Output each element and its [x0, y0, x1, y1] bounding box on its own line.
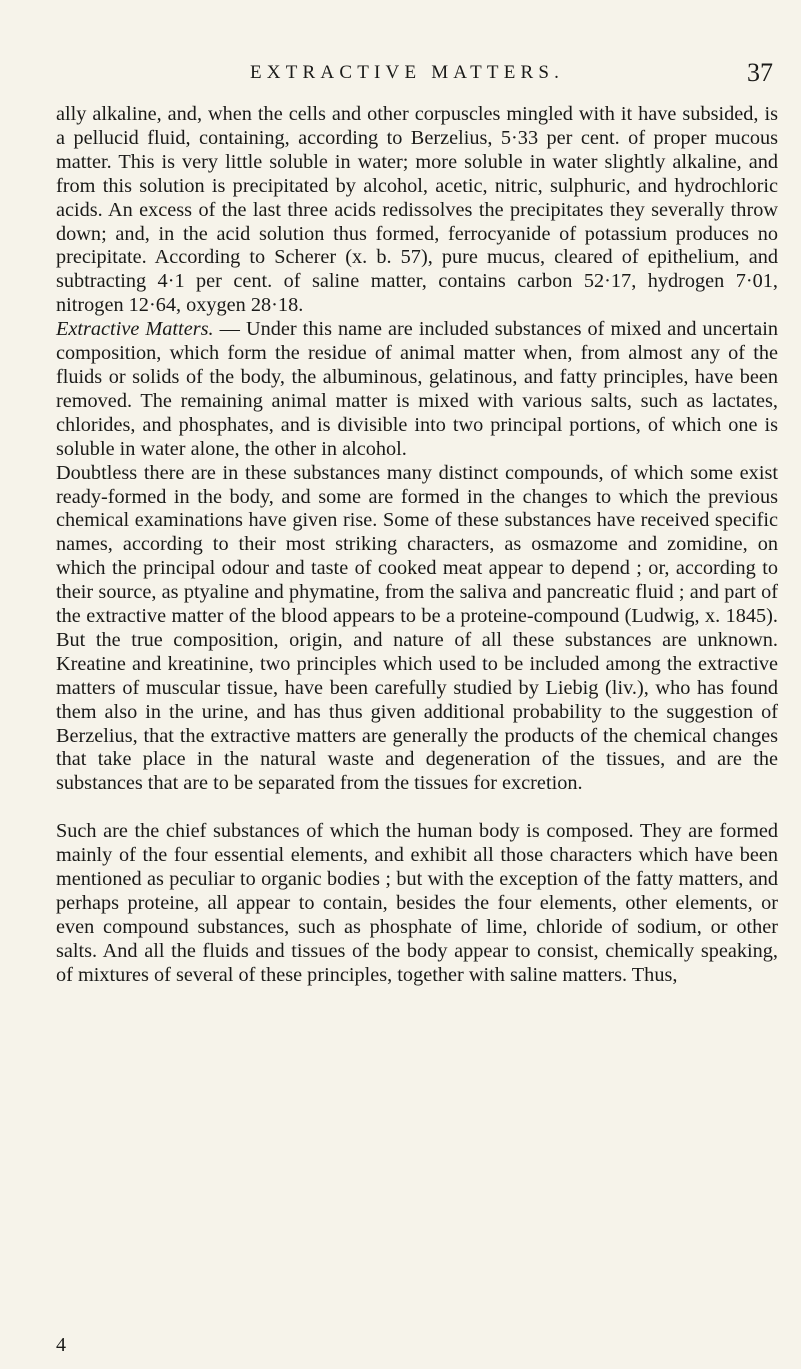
paragraph-extractive-body: — Under this name are included substances of mixed and uncertain composition, which form the residue of animal matter when, from almost any of the fluids or solids of the body, the albuminous, gelatinous, and fatty principles, have been removed. The remaining animal matter is mixed with various salts, such as lactates, chlorides, and phosphates, and is divisible into two principal portions, of which one is soluble in water alone, the other in alcohol. [56, 318, 778, 460]
paragraph-summary: Such are the chief substances of which the human body is composed. They are formed mainly of the four essential elements, and exhibit all those characters which have been mentioned as peculiar to organic bodies ; but with the exception of the fatty matters, and perhaps proteine, all appear to contain, besides the four elements, other elements, or even compound substances, such as phosphate of lime, chloride of sodium, or other salts. And all the fluids and tissues of the body appear to consist, chemically speaking, of mixtures of several of these principles, together with saline matters. Thus, [56, 820, 778, 986]
signature-mark: 4 [56, 1334, 66, 1356]
paragraph-extractive-matters [56, 318, 778, 461]
page-number: 37 [747, 58, 773, 87]
paragraph-mucus: ally alkaline, and, when the cells and other corpuscles mingled with it have subsided, is a pellucid fluid, containing, according to Berzelius, 5·33 per cent. of proper mucous matter. This is very little soluble in water; more soluble in water slightly alkaline, and from this solution is precipitated by alcohol, acetic, nitric, sulphuric, and hydrochloric acids. An excess of the last three acids redissolves the precipitates they severally throw down; and, in the acid solution thus formed, ferrocyanide of potassium produces no precipitate. According to Scherer (x. b. 57), pure mucus, cleared of epithelium, and subtracting 4·1 per cent. of saline matter, contains carbon 52·17, hydrogen 7·01, nitrogen 12·64, oxygen 28·18. [56, 103, 778, 317]
running-head [0, 58, 801, 92]
paragraph-compounds: Doubtless there are in these substances many distinct compounds, of which some exist ready-formed in the body, and some are formed in the changes to which the previous chemical examinations have given rise. Some of these substances have received specific names, according to their most striking characters, as osmazome and zomidine, on which the principal odour and taste of cooked meat appear to depend ; or, according to their source, as ptyaline and phymatine, from the saliva and pancreatic fluid ; and part of the extractive matter of the blood appears to be a proteine-compound (Ludwig, x. 1845). But the true composition, origin, and nature of all these substances are unknown. Kreatine and kreatinine, two principles which used to be included among the extractive matters of muscular tissue, have been carefully studied by Liebig (liv.), who has found them also in the urine, and has thus given additional probability to the suggestion of Berzelius, that the extractive matters are generally the products of the chemical changes that take place in the natural waste and degeneration of the tissues, and are the substances that are to be separated from the tissues for excretion. [56, 461, 778, 795]
running-title: EXTRACTIVE MATTERS. [250, 62, 565, 83]
paragraph-gap [56, 796, 778, 820]
body-text [56, 103, 778, 988]
section-heading-extractive-matters: Extractive Matters. [56, 318, 214, 341]
